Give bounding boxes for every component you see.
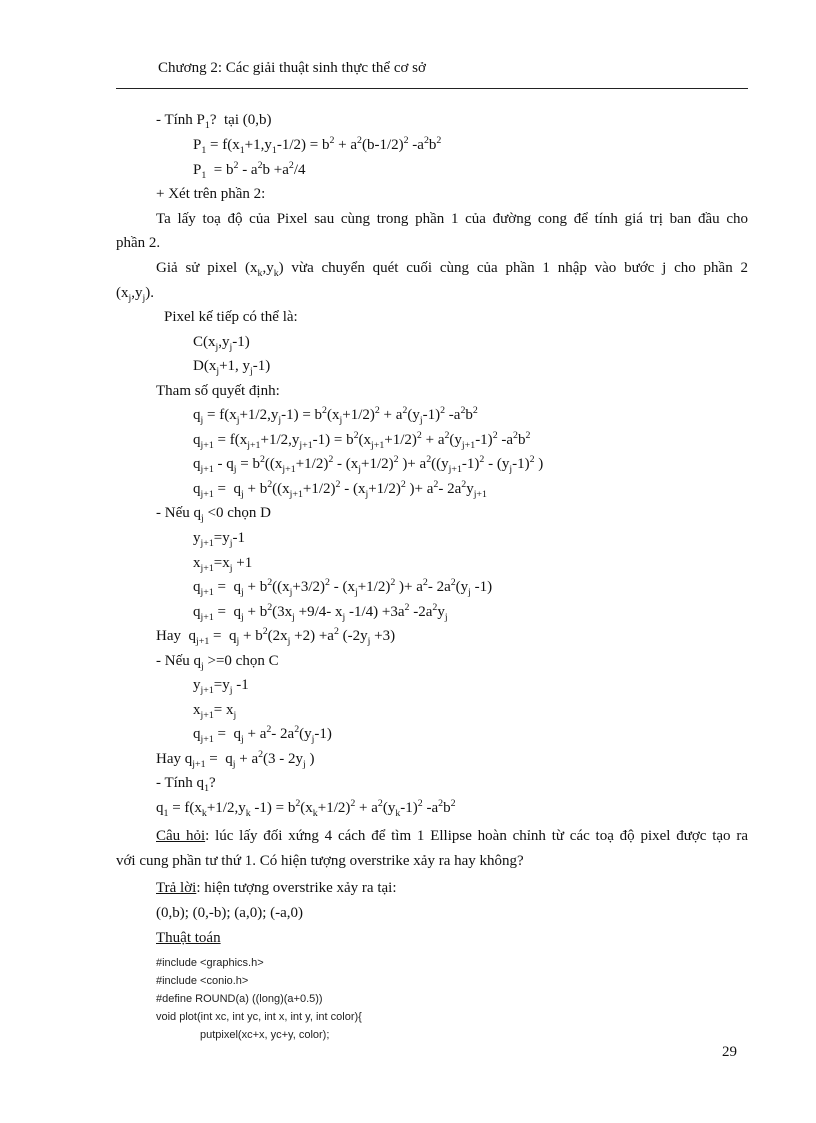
- d-q-formula-2: $q_{j+1} = q_j + b^2(3x_j +9/4-$ $x_j$ $-1/4) +3a^2$ $-2a^2y_j$: [193, 602, 448, 623]
- d-x-update: $x_{j+1}=x_j +1$: [193, 555, 253, 574]
- q1-formula: $q_1 = f(x_k+1/2,y_k$ $-1) = b^2(x_k+1/2)^2 + a^2(y_k-1)^2$ $-a^2b^2$: [156, 798, 456, 819]
- c-hay-formula: Hay $q_{j+1} = q_j + a^2(3 - 2y_j$ ): [156, 749, 315, 770]
- p1-formula: $P_1 = f(x_1+1,y_1-1/2) = b^2 + a^2(b-1/2)^2$ $-a^2b^2$: [193, 135, 442, 156]
- question-text: : lúc lấy đối xứng 4 cách để tìm 1 Ellipse hoàn chỉnh từ các toạ độ pixel được tạo ra: [205, 828, 748, 844]
- thuat-toan-heading: Thuật toán: [156, 930, 221, 946]
- p2-intro-paragraph: Ta lấy toạ độ của Pixel sau cùng trong phần 1 của đường cong để tính giá trị ban đầu cho: [156, 211, 748, 227]
- c-y-update: $y_{j+1}=y_j$ -1: [193, 677, 249, 696]
- qj1-minus-qj: $q_{j+1} - q_j = b^2((x_{j+1}+1/2)^2 - (x_j+1/2)^2$ )+ $a^2((y_{j+1}-1)^2 - (y_j-1)^2$ ): [193, 454, 544, 475]
- chapter-header: Chương 2: Các giải thuật sinh thực thể cơ sở: [158, 60, 426, 76]
- qj-formula: $q_j = f(x_j+1/2,y_j-1) = b^2(x_j+1/2)^2 + a^2(y_j-1)^2$ $-a^2b^2$: [193, 405, 478, 426]
- d-q-formula-1: $q_{j+1} = q_j + b^2((x_j+3/2)^2 - (x_j+1/2)^2$ )+ $a^2-$ $2a^2(y_j$ -1): [193, 577, 493, 598]
- code-line: void plot(int xc, int yc, int x, int y, int color){: [156, 1011, 362, 1023]
- neu-qj-ge-0: - Nếu $q_j >=0$ chọn C: [156, 653, 279, 672]
- question-label: Câu hỏi: [156, 828, 206, 844]
- page-number: 29: [722, 1044, 737, 1060]
- question-continuation: với cung phần tư thứ 1. Có hiện tượng overstrike xảy ra hay không?: [116, 853, 524, 869]
- d-hay-formula: Hay $q_{j+1} = q_j + b^2(2x_j +2) +a^2$ $(-2y_j +3)$: [156, 626, 396, 647]
- code-line: #include <graphics.h>: [156, 957, 264, 969]
- qj1-expanded: $q_{j+1} = q_j + b^2((x_{j+1}+1/2)^2 - (x_j+1/2)^2$ )+ $a^2-$ $2a^2y_{j+1}$: [193, 479, 487, 500]
- gia-su-continuation: $(x_j,y_j)$.: [116, 285, 154, 304]
- tham-so-quyet-dinh: Tham số quyết định:: [156, 383, 280, 399]
- tinh-p1-line: - Tính $P_1$? tại (0,b): [156, 112, 272, 131]
- question-paragraph: [116, 828, 748, 845]
- p1-result: $P_1 = b^2 - a^2b +a^2/4$: [193, 160, 306, 181]
- header-rule: [116, 88, 748, 89]
- d-y-update: $y_{j+1}=y_j-1$: [193, 530, 245, 549]
- p2-intro-continuation: phần 2.: [116, 235, 161, 251]
- overstrike-points: (0,b); (0,-b); (a,0); (-a,0): [156, 905, 304, 921]
- pixel-c: $C(x_j,y_j-1)$: [193, 334, 250, 353]
- xet-phan-2: + Xét trên phần 2:: [156, 186, 266, 202]
- tinh-q1: - Tính $q_1$?: [156, 775, 216, 794]
- answer-label: Trả lời: [156, 880, 197, 896]
- code-line: #include <conio.h>: [156, 975, 249, 987]
- pixel-d: $D(x_j+1$, $y_j-1$): [193, 358, 271, 377]
- neu-qj-lt-0: - Nếu $q_j <0$ chọn D: [156, 505, 271, 524]
- answer-text: : hiện tượng overstrike xảy ra tại:: [196, 880, 397, 896]
- code-line: putpixel(xc+x, yc+y, color);: [200, 1029, 330, 1041]
- answer-line: [156, 880, 396, 897]
- c-x-update: $x_{j+1}= x_j$: [193, 702, 237, 721]
- code-line: #define ROUND(a) ((long)(a+0.5)): [156, 993, 323, 1005]
- c-q-formula: $q_{j+1} = q_j + a^2-$ $2a^2(y_j-1)$: [193, 724, 332, 745]
- pixel-ke-tiep: Pixel kế tiếp có thể là:: [164, 309, 298, 325]
- qj1-formula: $q_{j+1} = f(x_{j+1}+1/2,y_{j+1}-1) = b^2(x_{j+1}+1/2)^2 + a^2(y_{j+1}-1)^2$ $-a^2b^2$: [193, 430, 531, 451]
- gia-su-paragraph: Giả sử pixel $(x_k,y_k)$ vừa chuyển quét cuối cùng của phần 1 nhập vào bước j cho phần 2: [156, 260, 748, 279]
